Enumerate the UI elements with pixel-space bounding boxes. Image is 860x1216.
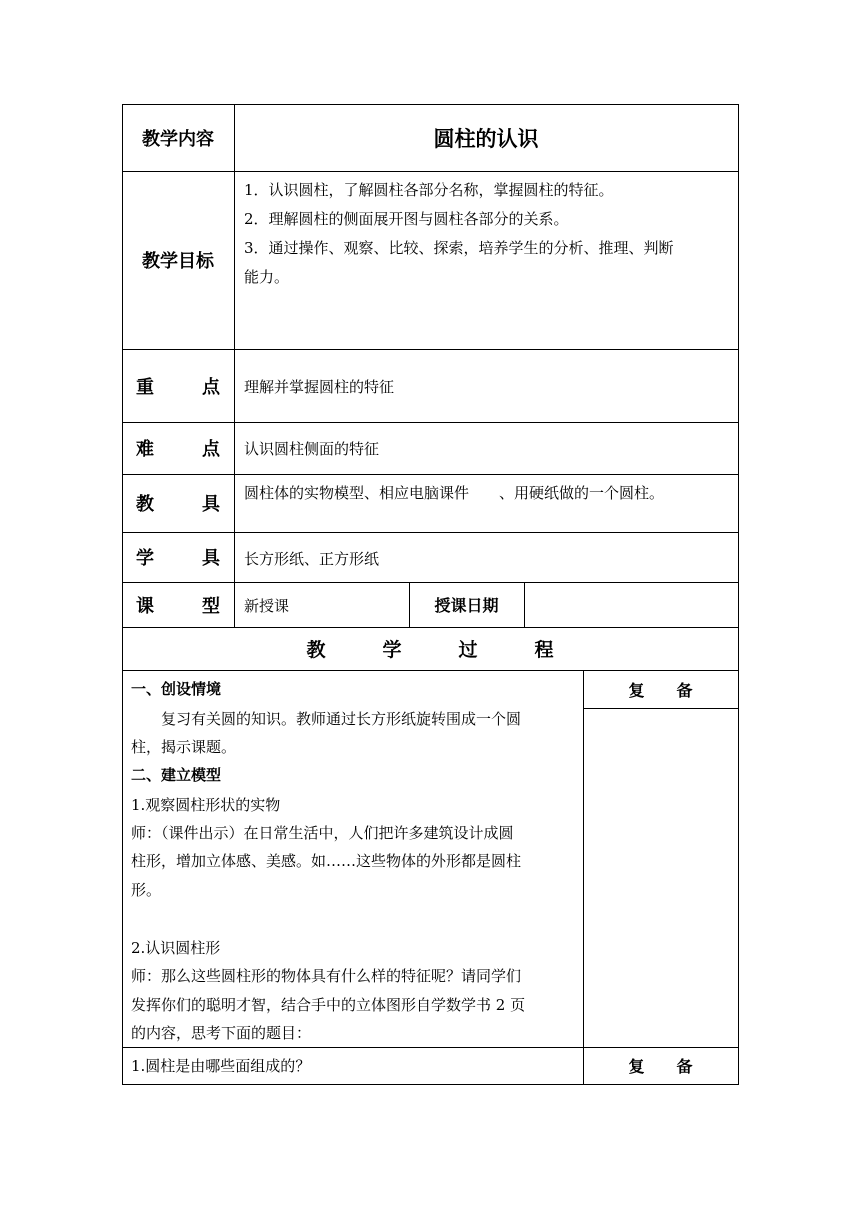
content-label: 教学内容 bbox=[142, 128, 214, 150]
process-heading-char: 教 bbox=[306, 639, 326, 661]
process-heading bbox=[122, 627, 738, 670]
rule bbox=[583, 708, 739, 709]
process-line: 的内容，思考下面的题目： bbox=[131, 1024, 312, 1042]
teaching-aids-label-a: 教 bbox=[136, 494, 154, 515]
objective-item: 1．认识圆柱，了解圆柱各部分名称，掌握圆柱的特征。 bbox=[244, 181, 614, 199]
objective-item: 2．理解圆柱的侧面展开图与圆柱各部分的关系。 bbox=[244, 210, 569, 228]
lesson-type-value: 新授课 bbox=[244, 597, 290, 615]
process-line: 师：那么这些圆柱形的物体具有什么样的特征呢？请同学们 bbox=[131, 967, 522, 985]
lesson-type-label-a: 课 bbox=[136, 595, 154, 617]
section-heading: 一、创设情境 bbox=[131, 680, 222, 698]
difficulty-value: 认识圆柱侧面的特征 bbox=[244, 440, 380, 458]
teaching-aids-label-b: 具 bbox=[202, 494, 220, 515]
section-heading: 二、建立模型 bbox=[131, 766, 222, 784]
process-line: 1.观察圆柱形状的实物 bbox=[131, 796, 281, 814]
difficulty-label-b: 点 bbox=[202, 439, 220, 460]
teaching-aids-value: 圆柱体的实物模型、相应电脑课件 、用硬纸做的一个圆柱。 bbox=[244, 484, 665, 502]
lesson-title: 圆柱的认识 bbox=[433, 126, 539, 151]
process-line: 师：（课件出示）在日常生活中，人们把许多建筑设计成圆 bbox=[131, 824, 514, 842]
process-heading-char: 程 bbox=[534, 639, 554, 661]
review-label: 复 备 bbox=[628, 1057, 693, 1076]
objective-item: 3．通过操作、观察、比较、探索，培养学生的分析、推理、判断 bbox=[244, 239, 674, 257]
process-line: 柱形，增加立体感、美感。如……这些物体的外形都是圆柱 bbox=[131, 852, 522, 870]
review-label: 复 备 bbox=[628, 680, 693, 700]
key-point-label-a: 重 bbox=[136, 376, 154, 398]
process-line: 形。 bbox=[131, 881, 162, 899]
rule bbox=[738, 104, 739, 1085]
rule bbox=[234, 104, 235, 627]
student-aids-label-a: 学 bbox=[136, 548, 154, 569]
student-aids-value: 长方形纸、正方形纸 bbox=[244, 550, 380, 568]
difficulty-label-a: 难 bbox=[136, 439, 154, 460]
student-aids-label-b: 具 bbox=[202, 548, 220, 569]
rule bbox=[524, 582, 525, 627]
lesson-date-label: 授课日期 bbox=[434, 596, 499, 615]
process-line: 柱，揭示课题。 bbox=[131, 738, 237, 756]
objectives-label: 教学目标 bbox=[142, 251, 214, 272]
process-heading-char: 学 bbox=[382, 639, 402, 661]
lesson-type-label-b: 型 bbox=[202, 595, 220, 617]
process-line: 发挥你们的聪明才智，结合手中的立体图形自学数学书 2 页 bbox=[131, 996, 526, 1014]
rule bbox=[122, 1084, 739, 1085]
process-line: 复习有关圆的知识。教师通过长方形纸旋转围成一个圆 bbox=[131, 710, 522, 728]
key-point-label-b: 点 bbox=[202, 376, 220, 398]
process-line: 2.认识圆柱形 bbox=[131, 939, 221, 957]
process-line: 1.圆柱是由哪些面组成的？ bbox=[131, 1057, 311, 1075]
process-heading-char: 过 bbox=[458, 639, 478, 661]
rule bbox=[583, 670, 584, 1085]
key-point-value: 理解并掌握圆柱的特征 bbox=[244, 378, 395, 396]
objective-item: 能力。 bbox=[244, 268, 290, 286]
